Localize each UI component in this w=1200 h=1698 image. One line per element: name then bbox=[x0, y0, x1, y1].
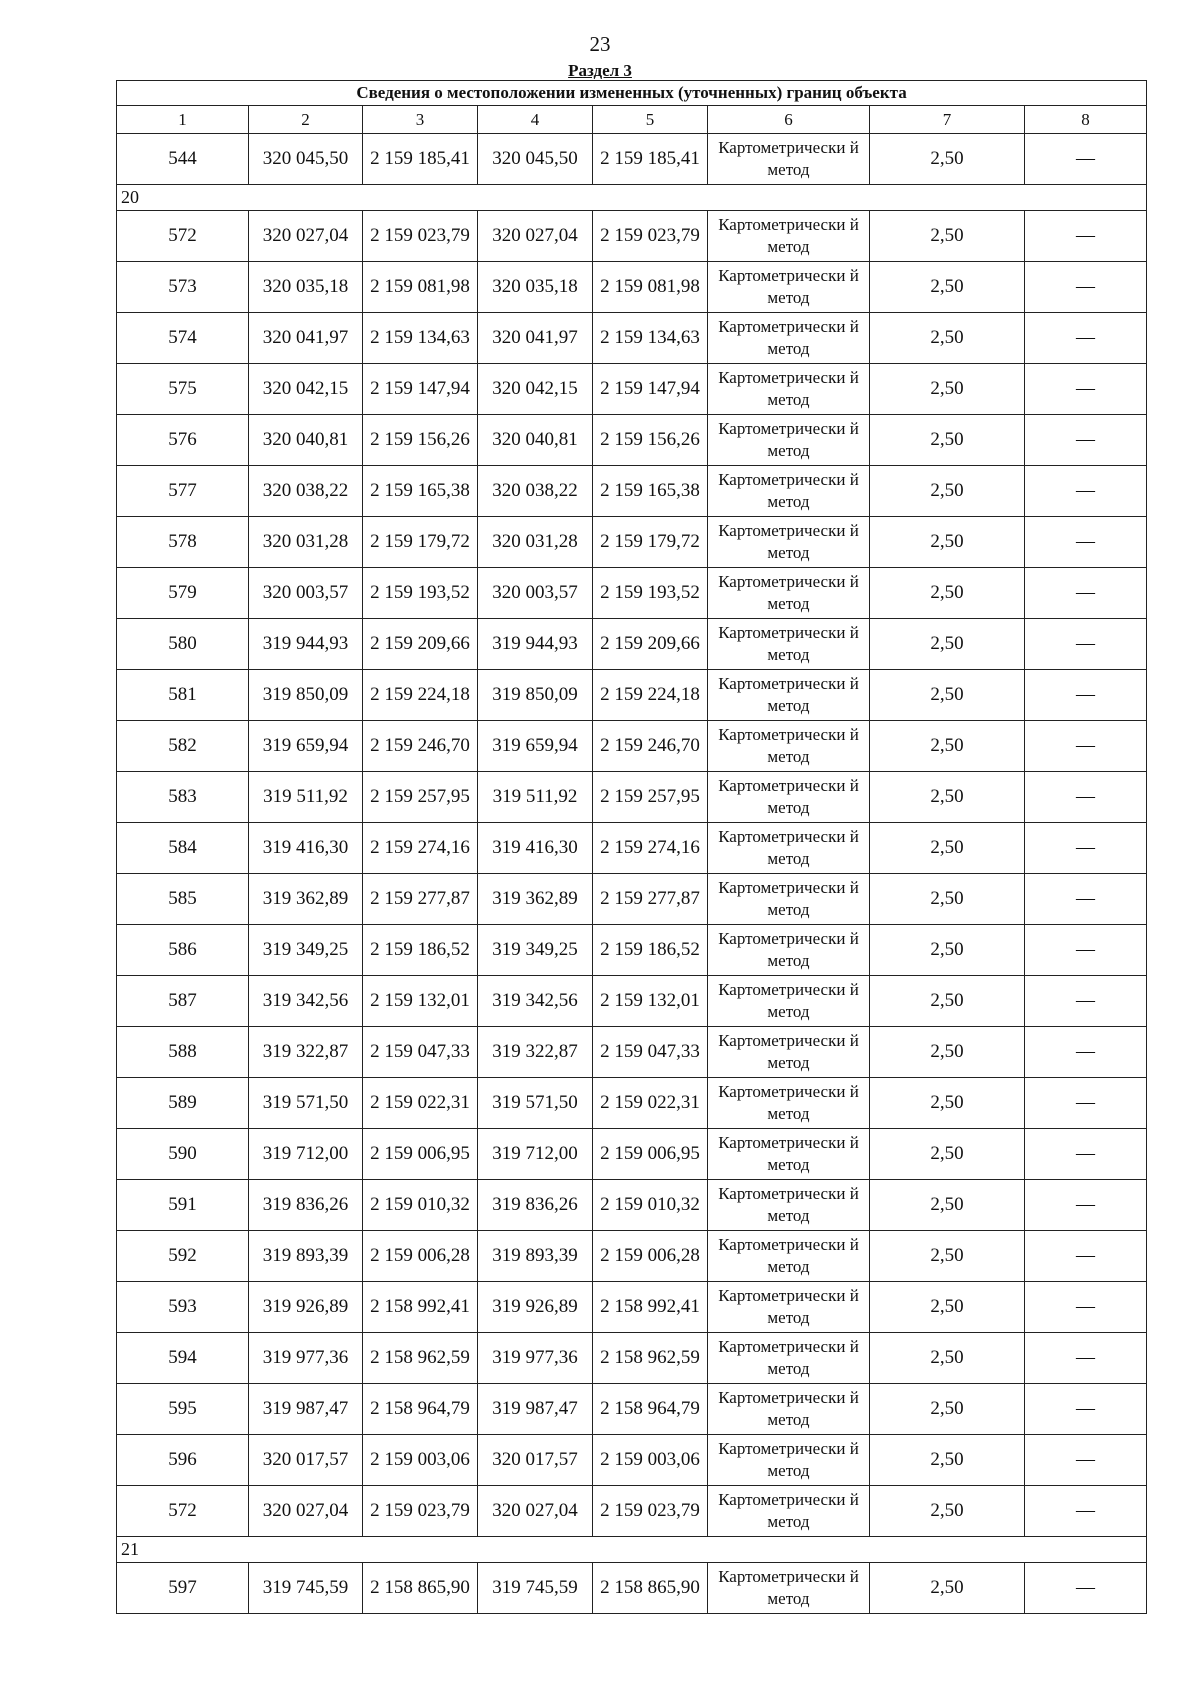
table-cell-col-4: 320 003,57 bbox=[478, 568, 593, 619]
table-cell-col-1: 591 bbox=[117, 1180, 249, 1231]
table-cell-col-1: 577 bbox=[117, 466, 249, 517]
table-cell-col-3: 2 159 010,32 bbox=[363, 1180, 478, 1231]
column-number-3: 3 bbox=[363, 106, 478, 134]
table-cell-col-3: 2 159 006,28 bbox=[363, 1231, 478, 1282]
table-cell-col-7: 2,50 bbox=[870, 517, 1025, 568]
table-cell-col-7: 2,50 bbox=[870, 1282, 1025, 1333]
table-cell-col-6: Картометрически й метод bbox=[708, 721, 870, 772]
table-cell-col-5: 2 158 992,41 bbox=[593, 1282, 708, 1333]
table-row bbox=[117, 1129, 1147, 1180]
table-cell-col-5: 2 159 006,95 bbox=[593, 1129, 708, 1180]
table-cell-col-7: 2,50 bbox=[870, 415, 1025, 466]
table-row bbox=[117, 976, 1147, 1027]
column-number-8: 8 bbox=[1025, 106, 1147, 134]
table-cell-col-7: 2,50 bbox=[870, 772, 1025, 823]
table-cell-col-6: Картометрически й метод bbox=[708, 415, 870, 466]
table-cell-col-6: Картометрически й метод bbox=[708, 364, 870, 415]
table-cell-col-7: 2,50 bbox=[870, 1027, 1025, 1078]
table-cell-col-5: 2 159 081,98 bbox=[593, 262, 708, 313]
table-cell-col-7: 2,50 bbox=[870, 313, 1025, 364]
table-row bbox=[117, 415, 1147, 466]
table-row bbox=[117, 211, 1147, 262]
table-cell-col-8: — bbox=[1025, 925, 1147, 976]
table-cell-col-2: 320 003,57 bbox=[249, 568, 363, 619]
table-row bbox=[117, 670, 1147, 721]
table-cell-col-8: — bbox=[1025, 1180, 1147, 1231]
table-row bbox=[117, 313, 1147, 364]
table-cell-col-1: 544 bbox=[117, 134, 249, 185]
column-number-6: 6 bbox=[708, 106, 870, 134]
table-cell-col-6: Картометрически й метод bbox=[708, 1563, 870, 1614]
table-cell-col-5: 2 159 179,72 bbox=[593, 517, 708, 568]
table-cell-col-3: 2 159 022,31 bbox=[363, 1078, 478, 1129]
table-row bbox=[117, 1563, 1147, 1614]
table-cell-col-7: 2,50 bbox=[870, 823, 1025, 874]
table-cell-col-4: 320 035,18 bbox=[478, 262, 593, 313]
table-cell-col-6: Картометрически й метод bbox=[708, 976, 870, 1027]
table-cell-col-8: — bbox=[1025, 415, 1147, 466]
table-cell-col-2: 319 850,09 bbox=[249, 670, 363, 721]
table-cell-col-2: 319 893,39 bbox=[249, 1231, 363, 1282]
table-cell-col-5: 2 159 132,01 bbox=[593, 976, 708, 1027]
table-cell-col-7: 2,50 bbox=[870, 670, 1025, 721]
contour-group-row bbox=[117, 185, 1147, 211]
table-cell-col-6: Картометрически й метод bbox=[708, 1435, 870, 1486]
table-cell-col-8: — bbox=[1025, 466, 1147, 517]
table-cell-col-1: 596 bbox=[117, 1435, 249, 1486]
table-cell-col-3: 2 159 186,52 bbox=[363, 925, 478, 976]
table-cell-col-3: 2 159 134,63 bbox=[363, 313, 478, 364]
table-body bbox=[117, 134, 1147, 1614]
table-cell-col-4: 319 659,94 bbox=[478, 721, 593, 772]
table-cell-col-5: 2 159 010,32 bbox=[593, 1180, 708, 1231]
table-cell-col-2: 319 944,93 bbox=[249, 619, 363, 670]
table-cell-col-5: 2 159 003,06 bbox=[593, 1435, 708, 1486]
table-cell-col-2: 319 987,47 bbox=[249, 1384, 363, 1435]
table-cell-col-6: Картометрически й метод bbox=[708, 134, 870, 185]
table-cell-col-8: — bbox=[1025, 1486, 1147, 1537]
table-cell-col-8: — bbox=[1025, 568, 1147, 619]
table-cell-col-4: 319 342,56 bbox=[478, 976, 593, 1027]
table-cell-col-6: Картометрически й метод bbox=[708, 670, 870, 721]
table-cell-col-2: 320 017,57 bbox=[249, 1435, 363, 1486]
table-cell-col-7: 2,50 bbox=[870, 1435, 1025, 1486]
table-cell-col-5: 2 159 023,79 bbox=[593, 211, 708, 262]
table-cell-col-7: 2,50 bbox=[870, 211, 1025, 262]
table-cell-col-1: 575 bbox=[117, 364, 249, 415]
table-cell-col-8: — bbox=[1025, 313, 1147, 364]
table-row bbox=[117, 1027, 1147, 1078]
table-cell-col-7: 2,50 bbox=[870, 1563, 1025, 1614]
table-cell-col-6: Картометрически й метод bbox=[708, 313, 870, 364]
table-cell-col-5: 2 158 865,90 bbox=[593, 1563, 708, 1614]
table-cell-col-3: 2 158 962,59 bbox=[363, 1333, 478, 1384]
table-cell-col-3: 2 159 274,16 bbox=[363, 823, 478, 874]
table-cell-col-7: 2,50 bbox=[870, 1384, 1025, 1435]
table-cell-col-4: 319 926,89 bbox=[478, 1282, 593, 1333]
table-cell-col-8: — bbox=[1025, 1563, 1147, 1614]
column-number-7: 7 bbox=[870, 106, 1025, 134]
table-cell-col-8: — bbox=[1025, 1129, 1147, 1180]
table-caption: Сведения о местоположении измененных (уточненных) границ объекта bbox=[117, 81, 1147, 106]
table-cell-col-2: 320 041,97 bbox=[249, 313, 363, 364]
table-cell-col-4: 320 027,04 bbox=[478, 211, 593, 262]
table-cell-col-6: Картометрически й метод bbox=[708, 517, 870, 568]
table-row bbox=[117, 568, 1147, 619]
table-cell-col-4: 319 987,47 bbox=[478, 1384, 593, 1435]
table-cell-col-7: 2,50 bbox=[870, 1486, 1025, 1537]
table-cell-col-6: Картометрически й метод bbox=[708, 262, 870, 313]
table-cell-col-4: 320 042,15 bbox=[478, 364, 593, 415]
table-row bbox=[117, 1180, 1147, 1231]
table-cell-col-7: 2,50 bbox=[870, 1231, 1025, 1282]
table-cell-col-7: 2,50 bbox=[870, 925, 1025, 976]
table-cell-col-4: 319 977,36 bbox=[478, 1333, 593, 1384]
table-cell-col-7: 2,50 bbox=[870, 262, 1025, 313]
column-number-2: 2 bbox=[249, 106, 363, 134]
table-row bbox=[117, 1231, 1147, 1282]
table-row bbox=[117, 1435, 1147, 1486]
table-cell-col-3: 2 159 193,52 bbox=[363, 568, 478, 619]
table-cell-col-4: 319 712,00 bbox=[478, 1129, 593, 1180]
table-cell-col-1: 587 bbox=[117, 976, 249, 1027]
table-cell-col-5: 2 159 274,16 bbox=[593, 823, 708, 874]
table-cell-col-4: 319 571,50 bbox=[478, 1078, 593, 1129]
table-cell-col-4: 319 893,39 bbox=[478, 1231, 593, 1282]
table-cell-col-8: — bbox=[1025, 1384, 1147, 1435]
table-row bbox=[117, 1333, 1147, 1384]
table-row bbox=[117, 466, 1147, 517]
table-cell-col-6: Картометрически й метод bbox=[708, 772, 870, 823]
table-row bbox=[117, 517, 1147, 568]
table-cell-col-2: 319 322,87 bbox=[249, 1027, 363, 1078]
table-cell-col-3: 2 159 209,66 bbox=[363, 619, 478, 670]
table-cell-col-2: 320 040,81 bbox=[249, 415, 363, 466]
table-cell-col-8: — bbox=[1025, 874, 1147, 925]
table-cell-col-1: 582 bbox=[117, 721, 249, 772]
table-cell-col-1: 578 bbox=[117, 517, 249, 568]
table-cell-col-2: 319 416,30 bbox=[249, 823, 363, 874]
table-cell-col-8: — bbox=[1025, 1027, 1147, 1078]
table-cell-col-1: 580 bbox=[117, 619, 249, 670]
table-cell-col-5: 2 159 186,52 bbox=[593, 925, 708, 976]
table-cell-col-4: 319 836,26 bbox=[478, 1180, 593, 1231]
page-number: 23 bbox=[589, 32, 611, 56]
table-row bbox=[117, 721, 1147, 772]
table-cell-col-8: — bbox=[1025, 1282, 1147, 1333]
table-cell-col-6: Картометрически й метод bbox=[708, 1333, 870, 1384]
table-cell-col-1: 572 bbox=[117, 1486, 249, 1537]
table-cell-col-3: 2 159 185,41 bbox=[363, 134, 478, 185]
table-cell-col-1: 597 bbox=[117, 1563, 249, 1614]
table-cell-col-6: Картометрически й метод bbox=[708, 823, 870, 874]
table-cell-col-6: Картометрически й метод bbox=[708, 1129, 870, 1180]
table-cell-col-6: Картометрически й метод bbox=[708, 1180, 870, 1231]
table-cell-col-1: 593 bbox=[117, 1282, 249, 1333]
table-cell-col-8: — bbox=[1025, 364, 1147, 415]
table-cell-col-5: 2 159 047,33 bbox=[593, 1027, 708, 1078]
table-row bbox=[117, 1486, 1147, 1537]
table-cell-col-3: 2 159 081,98 bbox=[363, 262, 478, 313]
table-cell-col-8: — bbox=[1025, 619, 1147, 670]
table-cell-col-5: 2 159 023,79 bbox=[593, 1486, 708, 1537]
table-cell-col-8: — bbox=[1025, 721, 1147, 772]
table-cell-col-7: 2,50 bbox=[870, 721, 1025, 772]
table-cell-col-2: 319 712,00 bbox=[249, 1129, 363, 1180]
table-cell-col-3: 2 159 023,79 bbox=[363, 1486, 478, 1537]
table-cell-col-4: 320 017,57 bbox=[478, 1435, 593, 1486]
contour-number: 20 bbox=[117, 185, 1147, 211]
table-cell-col-5: 2 159 257,95 bbox=[593, 772, 708, 823]
table-cell-col-8: — bbox=[1025, 211, 1147, 262]
table-cell-col-8: — bbox=[1025, 134, 1147, 185]
table-cell-col-7: 2,50 bbox=[870, 619, 1025, 670]
table-cell-col-5: 2 158 964,79 bbox=[593, 1384, 708, 1435]
table-cell-col-6: Картометрически й метод bbox=[708, 466, 870, 517]
table-cell-col-3: 2 159 132,01 bbox=[363, 976, 478, 1027]
table-cell-col-6: Картометрически й метод bbox=[708, 925, 870, 976]
table-cell-col-6: Картометрически й метод bbox=[708, 874, 870, 925]
table-cell-col-7: 2,50 bbox=[870, 1333, 1025, 1384]
table-cell-col-2: 320 027,04 bbox=[249, 211, 363, 262]
table-cell-col-4: 319 416,30 bbox=[478, 823, 593, 874]
table-cell-col-2: 319 836,26 bbox=[249, 1180, 363, 1231]
table-cell-col-3: 2 159 147,94 bbox=[363, 364, 478, 415]
table-cell-col-7: 2,50 bbox=[870, 1078, 1025, 1129]
table-cell-col-4: 319 850,09 bbox=[478, 670, 593, 721]
table-cell-col-3: 2 159 179,72 bbox=[363, 517, 478, 568]
table-cell-col-5: 2 158 962,59 bbox=[593, 1333, 708, 1384]
table-row bbox=[117, 874, 1147, 925]
table-row bbox=[117, 262, 1147, 313]
table-cell-col-2: 319 511,92 bbox=[249, 772, 363, 823]
table-cell-col-1: 581 bbox=[117, 670, 249, 721]
table-cell-col-4: 320 038,22 bbox=[478, 466, 593, 517]
table-cell-col-4: 319 322,87 bbox=[478, 1027, 593, 1078]
table-cell-col-3: 2 158 992,41 bbox=[363, 1282, 478, 1333]
table-cell-col-7: 2,50 bbox=[870, 568, 1025, 619]
table-cell-col-6: Картометрически й метод bbox=[708, 1078, 870, 1129]
table-cell-col-3: 2 159 224,18 bbox=[363, 670, 478, 721]
table-cell-col-2: 319 977,36 bbox=[249, 1333, 363, 1384]
table-cell-col-6: Картометрически й метод bbox=[708, 1282, 870, 1333]
table-cell-col-2: 320 042,15 bbox=[249, 364, 363, 415]
table-cell-col-2: 320 045,50 bbox=[249, 134, 363, 185]
section-title: Раздел 3 bbox=[568, 61, 632, 80]
table-cell-col-8: — bbox=[1025, 1333, 1147, 1384]
table-cell-col-2: 319 659,94 bbox=[249, 721, 363, 772]
table-cell-col-6: Картометрически й метод bbox=[708, 619, 870, 670]
table-cell-col-6: Картометрически й метод bbox=[708, 1027, 870, 1078]
table-cell-col-4: 319 349,25 bbox=[478, 925, 593, 976]
contour-group-row bbox=[117, 1537, 1147, 1563]
table-cell-col-1: 572 bbox=[117, 211, 249, 262]
table-cell-col-3: 2 159 047,33 bbox=[363, 1027, 478, 1078]
table-cell-col-5: 2 159 156,26 bbox=[593, 415, 708, 466]
table-cell-col-5: 2 159 209,66 bbox=[593, 619, 708, 670]
table-cell-col-5: 2 159 165,38 bbox=[593, 466, 708, 517]
table-cell-col-2: 319 745,59 bbox=[249, 1563, 363, 1614]
table-cell-col-5: 2 159 022,31 bbox=[593, 1078, 708, 1129]
table-cell-col-3: 2 159 277,87 bbox=[363, 874, 478, 925]
table-cell-col-7: 2,50 bbox=[870, 1129, 1025, 1180]
column-number-5: 5 bbox=[593, 106, 708, 134]
table-cell-col-3: 2 159 003,06 bbox=[363, 1435, 478, 1486]
table-cell-col-5: 2 159 006,28 bbox=[593, 1231, 708, 1282]
table-cell-col-1: 583 bbox=[117, 772, 249, 823]
table-cell-col-7: 2,50 bbox=[870, 134, 1025, 185]
table-cell-col-4: 320 040,81 bbox=[478, 415, 593, 466]
table-cell-col-3: 2 158 964,79 bbox=[363, 1384, 478, 1435]
table-cell-col-3: 2 159 006,95 bbox=[363, 1129, 478, 1180]
table-cell-col-1: 574 bbox=[117, 313, 249, 364]
table-row bbox=[117, 925, 1147, 976]
table-cell-col-8: — bbox=[1025, 262, 1147, 313]
column-number-4: 4 bbox=[478, 106, 593, 134]
table-cell-col-5: 2 159 246,70 bbox=[593, 721, 708, 772]
table-cell-col-2: 320 038,22 bbox=[249, 466, 363, 517]
table-cell-col-1: 585 bbox=[117, 874, 249, 925]
column-number-1: 1 bbox=[117, 106, 249, 134]
table-cell-col-8: — bbox=[1025, 823, 1147, 874]
table-cell-col-8: — bbox=[1025, 772, 1147, 823]
table-cell-col-1: 588 bbox=[117, 1027, 249, 1078]
table-cell-col-1: 595 bbox=[117, 1384, 249, 1435]
table-cell-col-7: 2,50 bbox=[870, 364, 1025, 415]
table-cell-col-2: 320 027,04 bbox=[249, 1486, 363, 1537]
table-cell-col-5: 2 159 224,18 bbox=[593, 670, 708, 721]
table-row bbox=[117, 364, 1147, 415]
table-cell-col-7: 2,50 bbox=[870, 874, 1025, 925]
table-cell-col-8: — bbox=[1025, 670, 1147, 721]
table-cell-col-3: 2 159 165,38 bbox=[363, 466, 478, 517]
table-cell-col-3: 2 158 865,90 bbox=[363, 1563, 478, 1614]
table-cell-col-8: — bbox=[1025, 1231, 1147, 1282]
table-cell-col-4: 319 944,93 bbox=[478, 619, 593, 670]
table-cell-col-8: — bbox=[1025, 1078, 1147, 1129]
table-cell-col-5: 2 159 185,41 bbox=[593, 134, 708, 185]
table-cell-col-2: 319 342,56 bbox=[249, 976, 363, 1027]
table-row bbox=[117, 1078, 1147, 1129]
table-cell-col-7: 2,50 bbox=[870, 466, 1025, 517]
table-cell-col-3: 2 159 257,95 bbox=[363, 772, 478, 823]
table-cell-col-4: 319 745,59 bbox=[478, 1563, 593, 1614]
table-row bbox=[117, 823, 1147, 874]
table-cell-col-1: 592 bbox=[117, 1231, 249, 1282]
table-cell-col-4: 319 511,92 bbox=[478, 772, 593, 823]
table-cell-col-4: 320 041,97 bbox=[478, 313, 593, 364]
column-number-row bbox=[117, 106, 1147, 134]
table-cell-col-8: — bbox=[1025, 517, 1147, 568]
table-cell-col-4: 319 362,89 bbox=[478, 874, 593, 925]
table-cell-col-1: 586 bbox=[117, 925, 249, 976]
table-cell-col-4: 320 027,04 bbox=[478, 1486, 593, 1537]
table-cell-col-2: 319 926,89 bbox=[249, 1282, 363, 1333]
table-row bbox=[117, 1384, 1147, 1435]
table-cell-col-1: 573 bbox=[117, 262, 249, 313]
table-cell-col-4: 320 045,50 bbox=[478, 134, 593, 185]
table-cell-col-6: Картометрически й метод bbox=[708, 211, 870, 262]
table-cell-col-1: 579 bbox=[117, 568, 249, 619]
table-cell-col-6: Картометрически й метод bbox=[708, 1486, 870, 1537]
contour-number: 21 bbox=[117, 1537, 1147, 1563]
boundary-coordinates-table bbox=[116, 80, 1147, 1614]
table-cell-col-5: 2 159 193,52 bbox=[593, 568, 708, 619]
table-cell-col-1: 589 bbox=[117, 1078, 249, 1129]
table-cell-col-3: 2 159 023,79 bbox=[363, 211, 478, 262]
table-cell-col-8: — bbox=[1025, 1435, 1147, 1486]
table-cell-col-2: 319 362,89 bbox=[249, 874, 363, 925]
table-cell-col-2: 319 571,50 bbox=[249, 1078, 363, 1129]
table-row bbox=[117, 619, 1147, 670]
table-cell-col-5: 2 159 147,94 bbox=[593, 364, 708, 415]
table-row bbox=[117, 772, 1147, 823]
table-row bbox=[117, 1282, 1147, 1333]
table-cell-col-8: — bbox=[1025, 976, 1147, 1027]
table-cell-col-2: 320 035,18 bbox=[249, 262, 363, 313]
table-cell-col-2: 320 031,28 bbox=[249, 517, 363, 568]
table-cell-col-1: 576 bbox=[117, 415, 249, 466]
table-cell-col-2: 319 349,25 bbox=[249, 925, 363, 976]
table-cell-col-3: 2 159 156,26 bbox=[363, 415, 478, 466]
table-cell-col-7: 2,50 bbox=[870, 976, 1025, 1027]
table-cell-col-6: Картометрически й метод bbox=[708, 568, 870, 619]
table-cell-col-1: 590 bbox=[117, 1129, 249, 1180]
table-row bbox=[117, 134, 1147, 185]
table-cell-col-1: 584 bbox=[117, 823, 249, 874]
table-cell-col-3: 2 159 246,70 bbox=[363, 721, 478, 772]
table-cell-col-6: Картометрически й метод bbox=[708, 1384, 870, 1435]
table-cell-col-4: 320 031,28 bbox=[478, 517, 593, 568]
table-cell-col-5: 2 159 277,87 bbox=[593, 874, 708, 925]
table-cell-col-1: 594 bbox=[117, 1333, 249, 1384]
table-cell-col-7: 2,50 bbox=[870, 1180, 1025, 1231]
table-cell-col-5: 2 159 134,63 bbox=[593, 313, 708, 364]
table-cell-col-6: Картометрически й метод bbox=[708, 1231, 870, 1282]
